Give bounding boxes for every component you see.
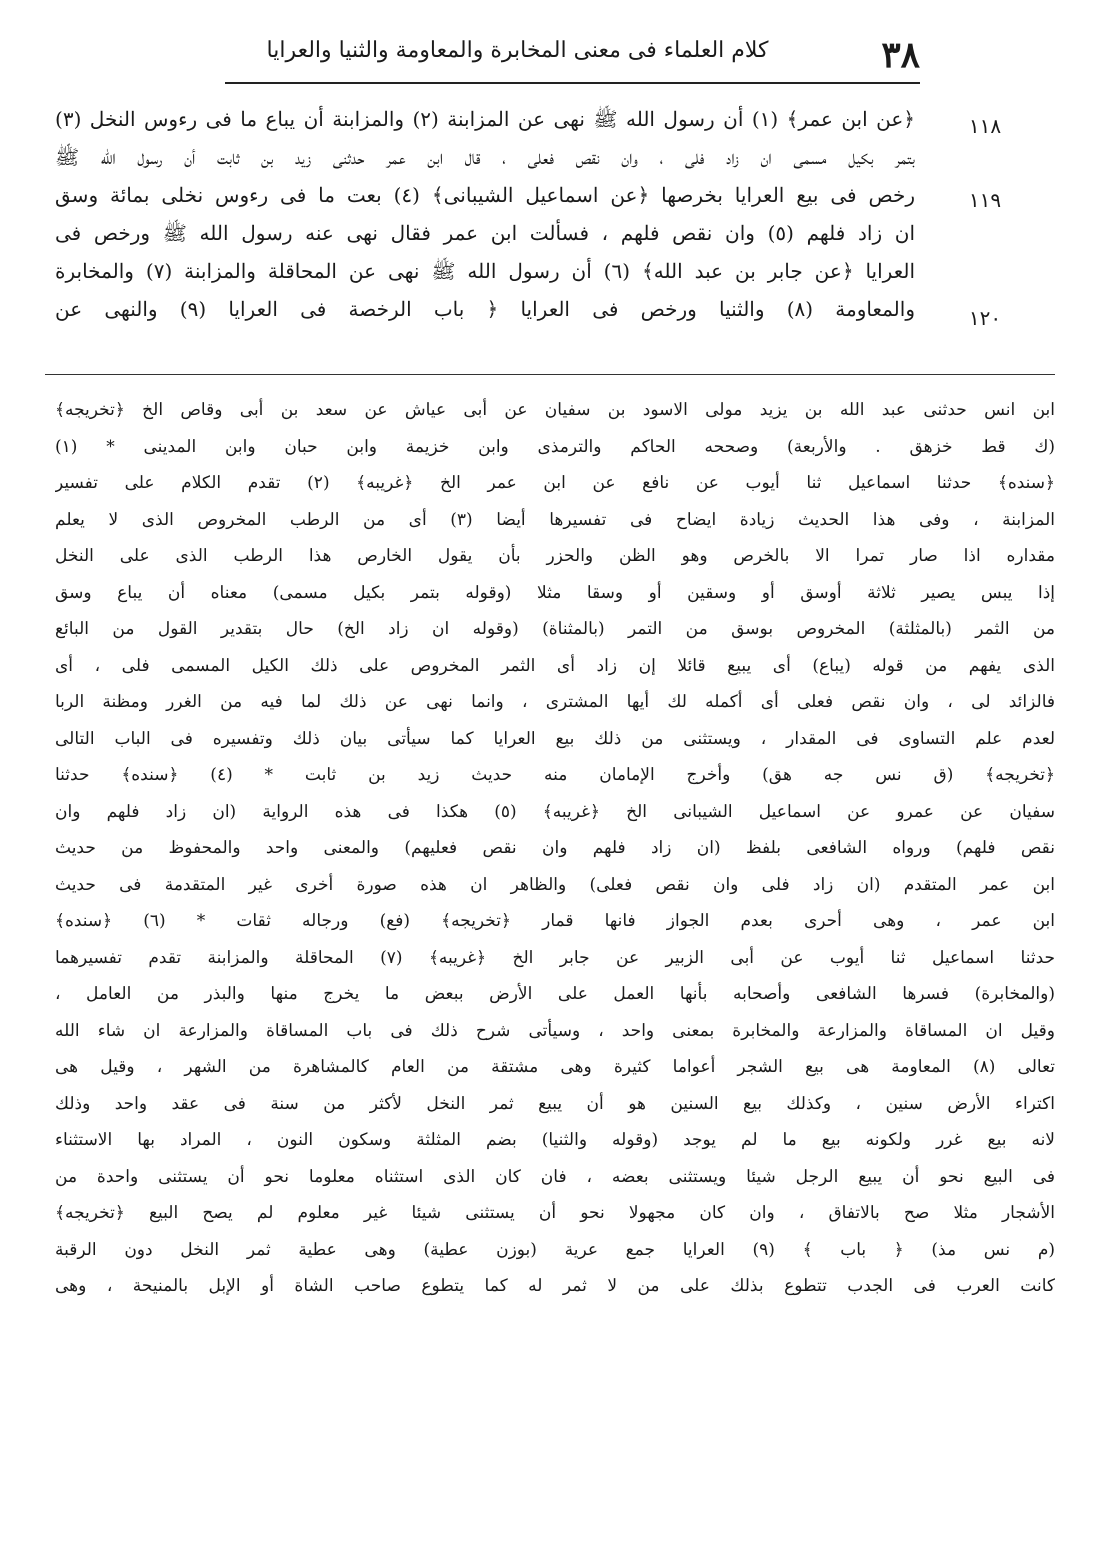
- footnote-line: سفيان عن عمرو عن اسماعيل الشيبانى الخ ﴿غريبه﴾ (٥) هكذا فى هذه الرواية (ان زاد فلهم وان: [55, 801, 1055, 822]
- main-text-line: والمعاومة (٨) والثنيا ورخص فى العرايا ﴿ باب الرخصة فى العرايا (٩) والنهى عن: [55, 297, 915, 321]
- hadith-number: ١٢٠: [968, 306, 1002, 330]
- main-text: [55, 100, 915, 328]
- main-text-line: ﴿عن ابن عمر﴾ (١) أن رسول الله ﷺ نهى عن المزابنة (٢) والمزابنة أن يباع ما فى رءوس النخل (٣): [55, 107, 915, 131]
- footnote-line: إذا يبس يصير ثلاثة أوسق أو وسقين أو وسقا مثلا (وقوله بتمر بكيل مسمى) معناه أن يباع وسق: [55, 582, 1055, 603]
- footnote-line: كانت العرب فى الجدب تتطوع بذلك على من لا ثمر له كما يتطوع صاحب الشاة أو الإبل بالمنيحة ، وهى: [55, 1276, 1055, 1296]
- footnote-line: حدثنا اسماعيل ثنا أيوب عن أبى الزبير عن جابر الخ ﴿غريبه﴾ (٧) المحاقلة والمزابنة تقدم تفسيرهما: [55, 947, 1055, 968]
- hadith-number: ١١٩: [968, 188, 1002, 212]
- footnote-line: ابن انس حدثنى عبد الله بن يزيد مولى الاسود بن سفيان عن أبى عياش عن سعد بن أبى وقاص الخ ﴿تخريجه﴾: [55, 400, 1055, 420]
- main-text-line: رخص فى بيع العرايا بخرصها ﴿عن اسماعيل الشيبانى﴾ (٤) بعت ما فى رءوس نخلى بمائة وسق: [55, 183, 915, 207]
- page-header: [225, 32, 920, 84]
- footnote-line: المزابنة ، وفى هذا الحديث زيادة ايضاح فى تفسيرها أيضا (٣) أى من الرطب المخروص الذى لا يعلم: [55, 509, 1055, 530]
- footnote-line: اكتراء الأرض سنين ، وكذلك بيع السنين هو أن يبيع ثمر النخل لأكثر من سنة فى عقد واحد وذلك: [55, 1093, 1055, 1114]
- footnote-line: الأشجار مثلا صح بالاتفاق ، وان كان مجهولا نحو أن يستثنى شيئا غير معلوم لم يصح البيع ﴿تخريجه﴾: [55, 1203, 1055, 1223]
- footnote-line: لعدم علم التساوى فى المقدار ، ويستثنى من ذلك بيع العرايا كما سيأتى بيان ذلك وتفسيره فى الباب التالى: [55, 728, 1055, 749]
- footnotes: [55, 392, 1055, 1305]
- footnote-line: ابن عمر المتقدم (ان زاد فلى وان نقص فعلى) والظاهر ان هذه صورة أخرى غير المتقدمة فى حديث: [55, 874, 1055, 895]
- hadith-number: ١١٨: [968, 114, 1002, 138]
- footnote-line: تعالى (٨) المعاومة هى بيع الشجر أعواما كثيرة وهى مشتقة من العام كالمشاهرة من الشهر ، وقيل هى: [55, 1057, 1055, 1077]
- footnote-line: ﴿سنده﴾ حدثنا اسماعيل ثنا أيوب عن نافع عن ابن عمر الخ ﴿غريبه﴾ (٢) تقدم الكلام على تفسير: [55, 473, 1055, 493]
- footnote-line: وقيل ان المساقاة والمزارعة والمخابرة بمعنى واحد ، وسيأتى شرح ذلك فى باب المساقاة والمزارعة ان شاء الله: [55, 1020, 1055, 1041]
- page-number: ٣٨: [881, 34, 920, 76]
- footnote-separator: [45, 374, 1055, 375]
- footnote-line: مقداره اذا صار تمرا الا بالخرص وهو الظن والحزر بأن يقول الخارص هذا الرطب الذى على النخل: [55, 546, 1055, 566]
- footnote-line: ﴿تخريجه﴾ (ق نس جه هق) وأخرج الإمامان منه حديث زيد بن ثابت * (٤) ﴿سنده﴾ حدثنا: [55, 765, 1055, 785]
- footnote-line: ابن عمر ، وهى أحرى بعدم الجواز فانها قمار ﴿تخريجه﴾ (فع) ورجاله ثقات * (٦) ﴿سنده﴾: [55, 911, 1055, 931]
- footnote-line: من الثمر (بالمثلثة) المخروص بوسق من التمر (بالمثناة) (وقوله ان زاد الخ) حال بتقدير القول من البائع: [55, 619, 1055, 639]
- running-title: كلام العلماء فى معنى المخابرة والمعاومة والثنيا والعرايا: [266, 38, 769, 63]
- main-text-line: العرايا ﴿عن جابر بن عبد الله﴾ (٦) أن رسول الله ﷺ نهى عن المحاقلة والمزابنة (٧) والمخابرة: [55, 259, 915, 283]
- footnote-line: (والمخابرة) فسرها الشافعى وأصحابه بأنها العمل على الأرض ببعض ما يخرج منها والبذر من العامل ،: [55, 984, 1055, 1004]
- footnote-line: الذى يفهم من قوله (يباع) أى يبيع قائلا إن زاد أى الثمر المخروص على ذلك الكيل المسمى فلى ، أى: [55, 655, 1055, 676]
- footnote-line: (م نس مذ) ﴿ باب ﴾ (٩) العرايا جمع عرية (بوزن عطية) وهى عطية ثمر النخل دون الرقبة: [55, 1239, 1055, 1260]
- footnote-line: لانه بيع غرر ولكونه بيع ما لم يوجد (وقوله والثنيا) بضم المثلثة وسكون النون ، المراد بها الاستثناء: [55, 1130, 1055, 1150]
- footnote-line: نقص فلهم) ورواه الشافعى بلفظ (ان زاد فلهم وان نقص فعليهم) والمعنى واحد والمحفوظ من حديث: [55, 838, 1055, 858]
- main-text-line: بتمر بكيل مسمى ان زاد فلى ، وان نقص فعلى ، قال ابن عمر حدثنى زيد بن ثابت أن رسول الله ﷺ: [55, 145, 915, 169]
- main-text-line: ان زاد فلهم (٥) وان نقص فلهم ، فسألت ابن عمر فقال نهى عنه رسول الله ﷺ ورخص فى: [55, 221, 915, 245]
- footnote-line: فالزائد لى ، وان نقص فعلى أى أكمله لك أيها المشترى ، وانما نهى عن ذلك لما فيه من الغرر ومظنة الربا: [55, 692, 1055, 712]
- footnote-line: فى البيع نحو أن يبيع الرجل شيئا ويستثنى بعضه ، فان كان الذى استثناه معلوما نحو أن يستثنى واحدة من: [55, 1166, 1055, 1187]
- footnote-line: (ك قط خزهق . والأربعة) وصححه الحاكم والترمذى وابن خزيمة وابن حبان وابن المدينى * (١): [55, 436, 1055, 457]
